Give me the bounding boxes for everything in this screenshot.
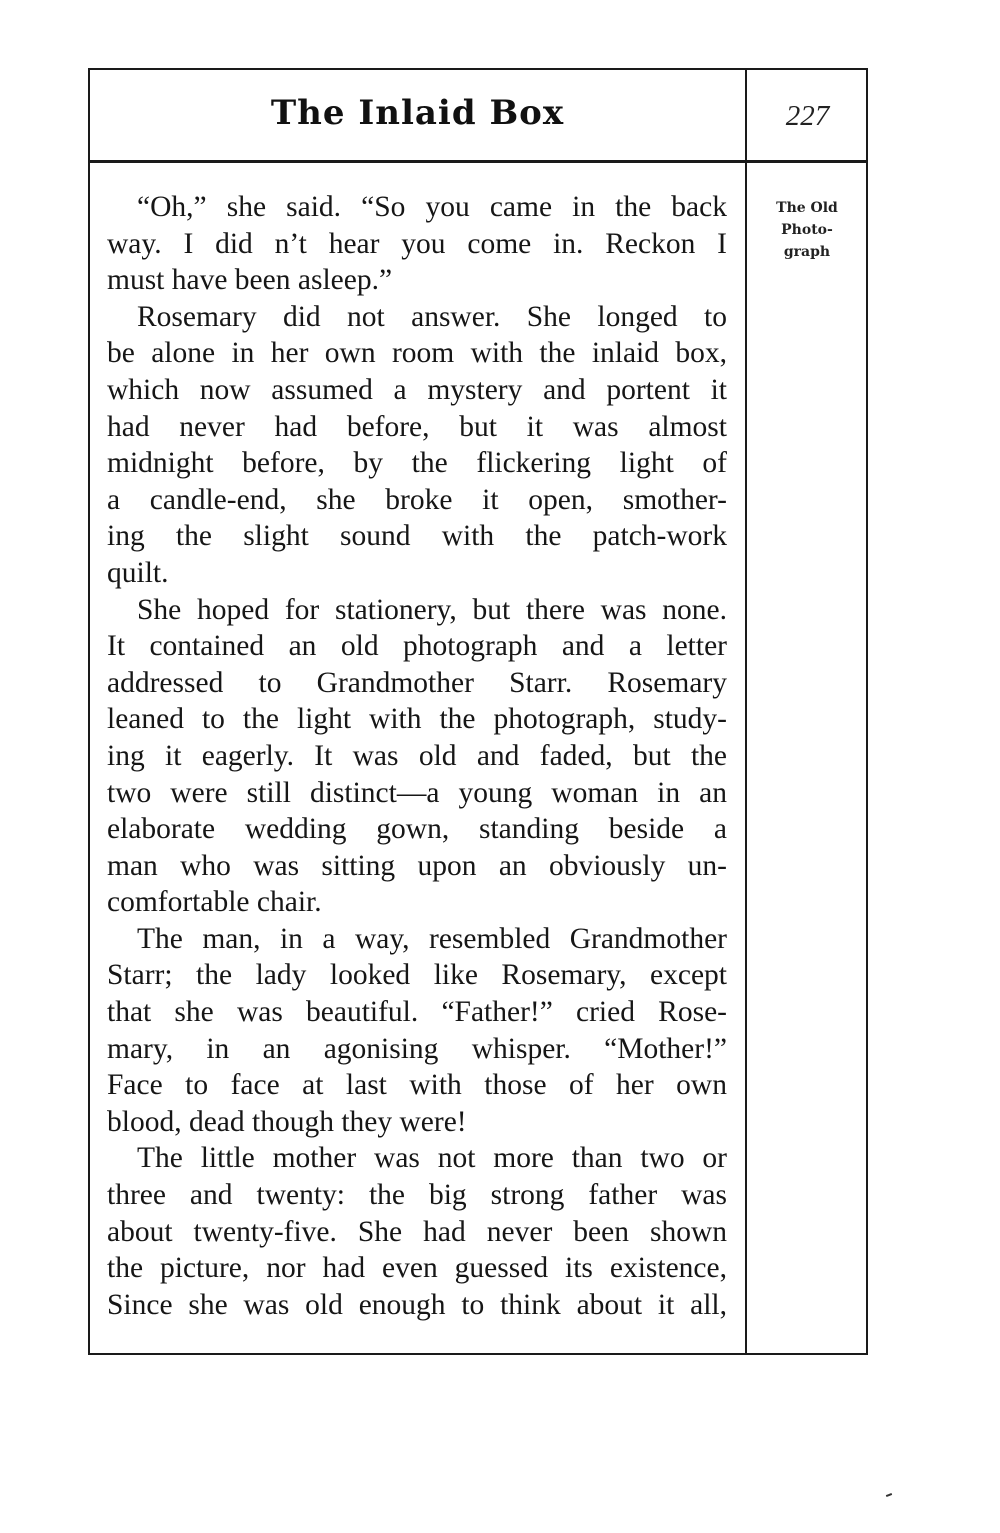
body-line: midnight before, by the flickering light of (107, 447, 727, 480)
body-line: man who was sitting upon an obviously un- (107, 849, 727, 882)
margin-sidenote (748, 197, 866, 263)
body-line: comfortable chair. (107, 886, 322, 919)
margin-divider (745, 68, 747, 1355)
body-line: Starr; the lady looked like Rosemary, except (107, 959, 727, 992)
print-speck (886, 1493, 892, 1497)
body-line: about twenty-five. She had never been shown (107, 1215, 727, 1248)
body-line: mary, in an agonising whisper. “Mother!” (107, 1032, 727, 1065)
body-line: had never had before, but it was almost (107, 410, 727, 443)
body-line: must have been asleep.” (107, 264, 393, 297)
body-line: a candle-end, she broke it open, smother- (107, 483, 727, 516)
body-line: ing it eagerly. It was old and faded, but the (107, 739, 727, 772)
body-line: two were still distinct—a young woman in an (107, 776, 727, 809)
body-line: Face to face at last with those of her own (107, 1069, 727, 1102)
page-number: 227 (785, 100, 830, 132)
body-line: the picture, nor had even guessed its existence, (107, 1252, 727, 1285)
body-line: elaborate wedding gown, standing beside a (107, 813, 727, 846)
header-divider (88, 160, 868, 163)
body-line: ing the slight sound with the patch-work (107, 520, 727, 553)
sidenote-line: graph (783, 244, 831, 260)
body-line: Rosemary did not answer. She longed to (137, 300, 727, 333)
body-line: She hoped for stationery, but there was none. (137, 593, 727, 626)
body-line: The man, in a way, resembled Grandmother (137, 922, 727, 955)
body-line: quilt. (107, 556, 169, 589)
body-line: It contained an old photograph and a letter (107, 630, 727, 663)
body-line: leaned to the light with the photograph, study- (107, 703, 727, 736)
body-line: which now assumed a mystery and portent it (107, 373, 727, 406)
body-line: that she was beautiful. “Father!” cried Rose- (107, 996, 727, 1029)
body-line: blood, dead though they were! (107, 1105, 467, 1138)
body-line: Since she was old enough to think about it all, (107, 1288, 727, 1321)
body-line: three and twenty: the big strong father was (107, 1179, 727, 1212)
body-line: “Oh,” she said. “So you came in the back (137, 191, 727, 223)
body-line: be alone in her own room with the inlaid box, (107, 337, 727, 370)
body-text (107, 189, 727, 1323)
sidenote-line: The Old (776, 200, 838, 216)
body-line: addressed to Grandmother Starr. Rosemary (107, 666, 727, 699)
body-line: The little mother was not more than two or (137, 1142, 727, 1175)
body-line: way. I did n’t hear you come in. Reckon I (107, 227, 727, 260)
sidenote-line: Photo- (781, 222, 833, 238)
running-title: The Inlaid Box (270, 93, 565, 133)
